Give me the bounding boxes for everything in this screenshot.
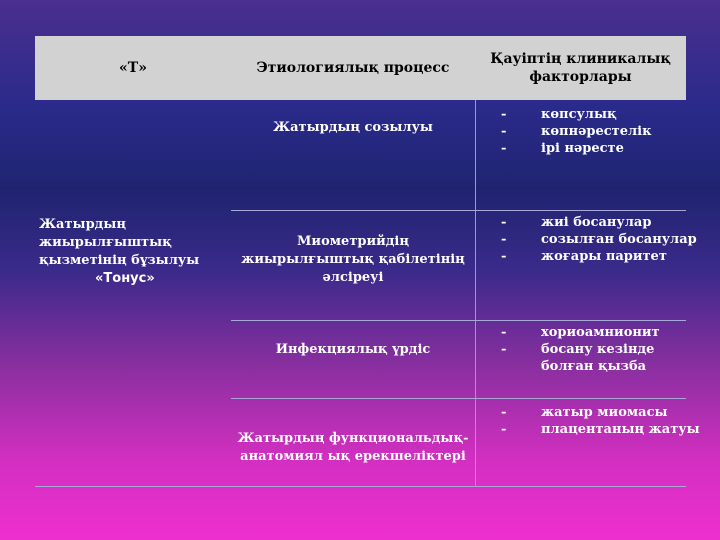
row-divider (231, 320, 686, 321)
column-divider (475, 100, 476, 486)
factor-item: - ірі нәресте (501, 141, 624, 156)
left-merged-cell (39, 216, 229, 288)
factors-cell (501, 404, 701, 438)
factors-cell (501, 214, 701, 265)
header-cell-process: Этиологиялық процесс (256, 60, 450, 76)
factor-item: - жоғары паритет (501, 249, 667, 264)
header-cell-t: «Т» (119, 60, 147, 76)
factor-item: - созылған босанулар (501, 232, 697, 247)
left-cell-text: Жатырдың жиырылғыштық қызметінің бұзылуы (39, 217, 200, 268)
process-cell: Жатырдың функциональдық-анатомиял ық ерекшеліктері (237, 431, 469, 464)
header-cell-factors: Қауіптің клиникалық факторлары (490, 51, 671, 85)
factor-item: - плацентаның жатуы (501, 422, 700, 437)
factor-item: - босану кезінде болған қызба (501, 342, 655, 374)
factor-item: - көпсулық (501, 107, 617, 122)
process-cell: Миометрийдің жиырылғыштық қабілетінің әлсіреуі (241, 234, 465, 285)
table-header (35, 36, 686, 100)
tonus-label: «Тонус» (95, 271, 155, 286)
row-divider (231, 210, 686, 211)
factor-item: - жиі босанулар (501, 215, 652, 230)
table-bottom-border (35, 486, 686, 487)
factor-item: - көпнәрестелік (501, 124, 652, 139)
process-cell: Жатырдың созылуы (273, 120, 433, 135)
row-divider (231, 398, 686, 399)
factor-item: - хориоамнионит (501, 325, 660, 340)
process-cell: Инфекциялық үрдіс (275, 342, 431, 357)
factor-item: - жатыр миомасы (501, 405, 668, 420)
factors-cell (501, 324, 701, 375)
factors-cell (501, 106, 701, 157)
